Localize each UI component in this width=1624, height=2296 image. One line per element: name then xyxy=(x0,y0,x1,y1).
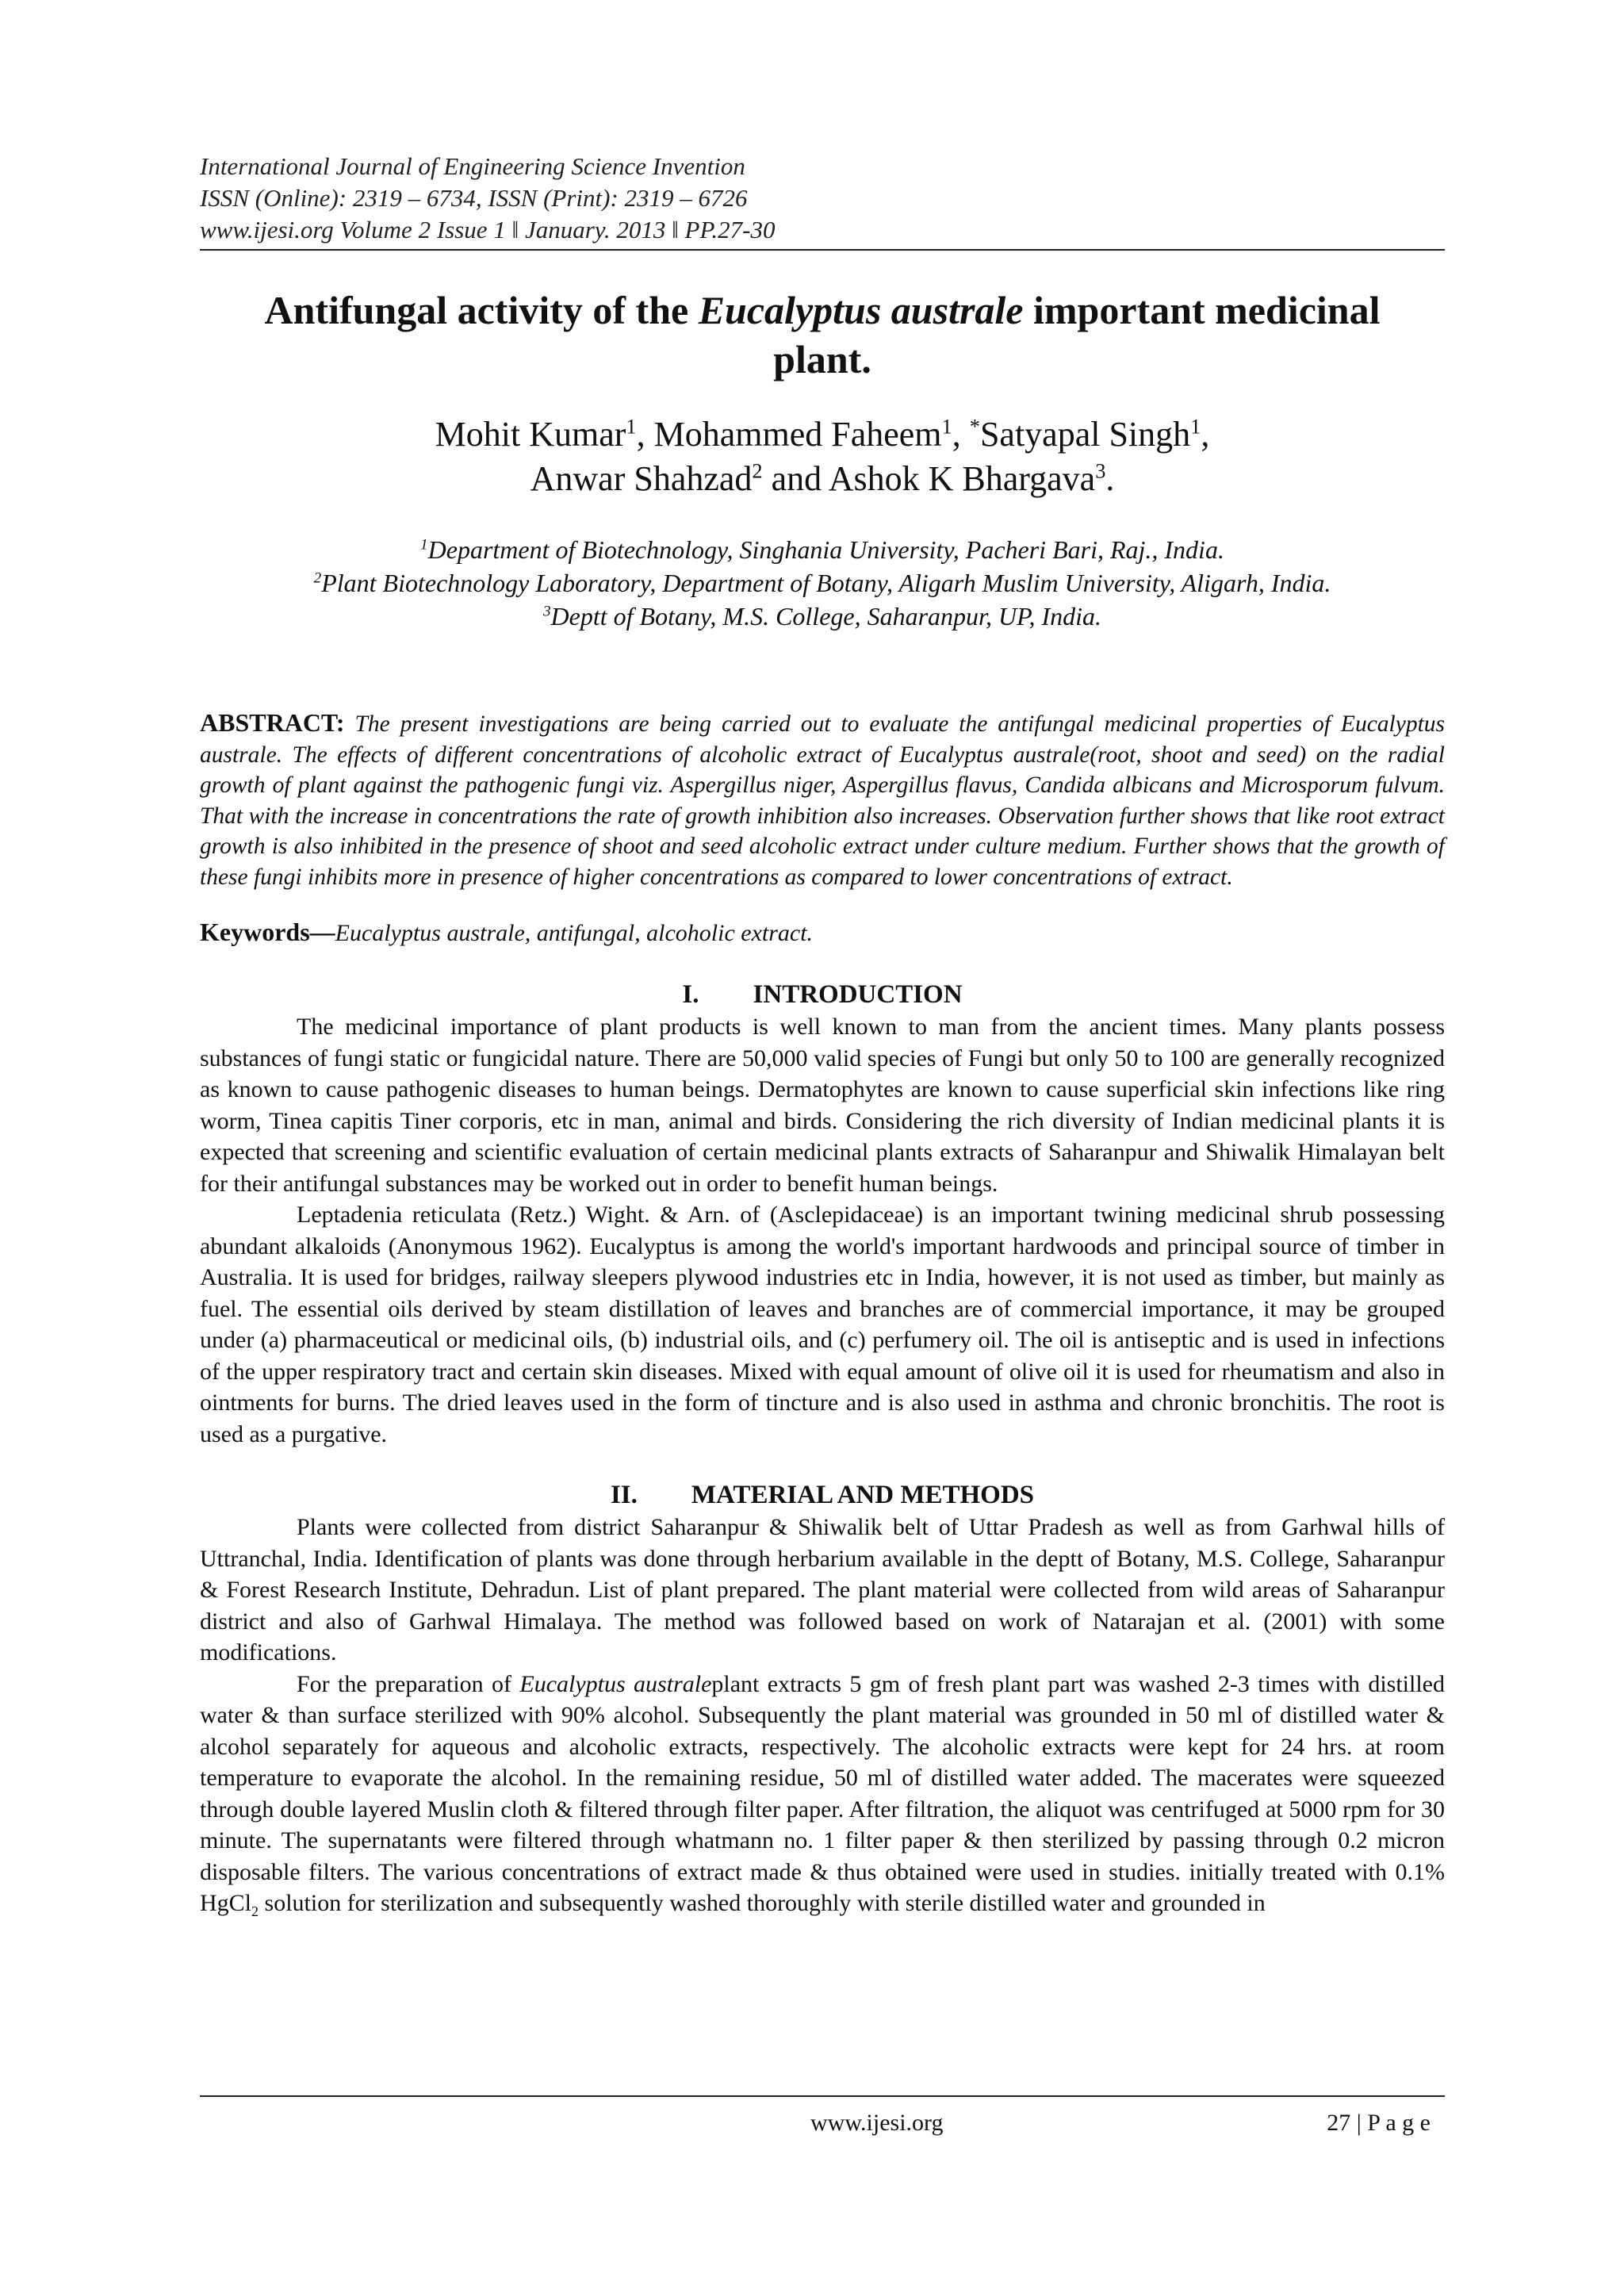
author-and: and xyxy=(762,459,829,498)
corresponding-author-star: * xyxy=(969,414,980,439)
footer-site: www.ijesi.org xyxy=(810,2110,944,2136)
affiliation-2 xyxy=(200,566,1445,600)
keywords-text: Eucalyptus australe, antifungal, alcoholic extract. xyxy=(335,920,814,946)
author-ashok-bhargava: Ashok K Bhargava xyxy=(828,459,1096,498)
author-anwar-shahzad: Anwar Shahzad xyxy=(530,459,753,498)
affiliation-3 xyxy=(200,600,1445,633)
abstract xyxy=(200,707,1445,892)
affiliation-text: Deptt of Botany, M.S. College, Saharanpur, UP, India. xyxy=(550,602,1102,631)
affiliation-sup: 3 xyxy=(542,603,551,620)
paper-page xyxy=(200,151,1445,1919)
author-line-2 xyxy=(200,457,1445,501)
keywords-label: Keywords— xyxy=(200,918,335,946)
methods-paragraph-1: Plants were collected from district Saharanpur & Shiwalik belt of Uttar Pradesh as well as from Garhwal hills of Uttranchal, India. Identification of plants was done through herbarium available in the deptt of Botany, M.S. College, Saharanpur & Forest Research Institute, Dehradun. List of plant prepared. The plant material were collected from wild areas of Saharanpur district and also of Garhwal Himalaya. The method was followed based on work of Natarajan et al. (2001) with some modifications. xyxy=(200,1514,1445,1665)
author-list xyxy=(200,412,1445,501)
abstract-text: The present investigations are being carried out to evaluate the antifungal medicinal properties of Eucalyptus australe. The effects of different concentrations of alcoholic extract of Eucalyptus australe(root, shoot and seed) on the radial growth of plant against the pathogenic fungi viz. Aspergillus niger, Aspergillus flavus, Candida albicans and Microsporum fulvum. That with the increase in concentrations the rate of growth inhibition also increases. Observation further shows that like root extract growth is also inhibited in the presence of shoot and seed alcoholic extract under culture medium. Further shows that the growth of these fungi inhibits more in presence of higher concentrations as compared to lower concentrations of extract. xyxy=(200,711,1445,890)
author-affil-sup: 1 xyxy=(1190,414,1201,439)
section-title: INTRODUCTION xyxy=(753,980,963,1009)
header-rule xyxy=(200,249,1445,251)
affiliation-sup: 1 xyxy=(420,536,428,554)
author-separator: , xyxy=(636,415,654,454)
affiliation-1 xyxy=(200,533,1445,566)
author-affil-sup: 1 xyxy=(941,414,952,439)
section-title: MATERIAL AND METHODS xyxy=(691,1481,1035,1509)
author-affil-sup: 1 xyxy=(626,414,637,439)
methods-p2-lead: For the preparation of xyxy=(297,1670,520,1697)
author-end: . xyxy=(1105,459,1115,498)
keywords xyxy=(200,916,1445,949)
intro-paragraph-2: Leptadenia reticulata (Retz.) Wight. & Arn. of (Asclepidaceae) is an important twining medicinal shrub possessing abundant alkaloids (Anonymous 1962). Eucalyptus is among the world's important hardwoods and principal source of timber in Australia. It is used for bridges, railway sleepers plywood industries etc in India, however, it is not used as timber, but mainly as fuel. The essential oils derived by steam distillation of leaves and branches are of commercial importance, it may be grouped under (a) pharmaceutical or medicinal oils, (b) industrial oils, and (c) perfumery oil. The oil is antiseptic and is used in infections of the upper respiratory tract and certain skin diseases. Mixed with equal amount of olive oil it is used for rheumatism and also in ointments for burns. The dried leaves used in the form of tincture and is also used in asthma and chronic bronchitis. The root is used as a purgative. xyxy=(200,1202,1445,1447)
journal-name: International Journal of Engineering Science Invention xyxy=(200,152,745,180)
page-footer xyxy=(200,2095,1445,2136)
section-number: I. xyxy=(682,980,699,1009)
methods-p2-subscript: 2 xyxy=(251,1903,259,1919)
author-affil-sup: 2 xyxy=(752,458,763,483)
methods-p2-species: Eucalyptus australe xyxy=(519,1670,712,1697)
paper-title xyxy=(224,286,1421,384)
methods-paragraph-2 xyxy=(200,1669,1445,1919)
affiliation-text: Department of Biotechnology, Singhania University, Pacheri Bari, Raj., India. xyxy=(427,535,1224,564)
affiliations xyxy=(200,533,1445,633)
title-species: Eucalyptus australe xyxy=(698,288,1024,332)
intro-paragraph-1: The medicinal importance of plant products is well known to man from the ancient times. Many plants possess substances of fungi static or fungicidal nature. There are 50,000 valid species of Fungi but only 50 to 100 are generally recognized as known to cause pathogenic diseases to human beings. Dermatophytes are known to cause superficial skin infections like ring worm, Tinea capitis Tiner corporis, etc in man, animal and birds. Considering the rich diversity of Indian medicinal plants it is expected that screening and scientific evaluation of certain medicinal plants extracts of Saharanpur and Shiwalik Himalayan belt for their antifungal substances may be worked out in order to benefit human beings. xyxy=(200,1014,1445,1197)
journal-issn: ISSN (Online): 2319 – 6734, ISSN (Print): 2319 – 6726 xyxy=(200,184,748,212)
title-part-2: important medicinal plant. xyxy=(773,288,1381,381)
journal-header xyxy=(200,151,1445,246)
author-mohit-kumar: Mohit Kumar xyxy=(435,415,626,454)
title-part-1: Antifungal activity of the xyxy=(264,288,699,332)
methods-p2-main: plant extracts 5 gm of fresh plant part was washed 2-3 times with distilled water & than surface sterilized with 90% alcohol. Subsequently the plant material was grounded in 50 ml of distilled water & alcohol separately for aqueous and alcoholic extracts, respectively. The alcoholic extracts were kept for 24 hrs. at room temperature to evaporate the alcohol. In the remaining residue, 50 ml of distilled water added. The macerates were squeezed through double layered Muslin cloth & filtered through filter paper. After filtration, the aliquot was centrifuged at 5000 rpm for 30 minute. The supernatants were filtered through whatmann no. 1 filter paper & then sterilized by passing through 0.2 micron disposable filters. The various concentrations of extract made & thus obtained were used in studies. initially treated with 0.1% HgCl xyxy=(200,1670,1445,1916)
footer-rule xyxy=(200,2095,1445,2097)
abstract-label: ABSTRACT: xyxy=(200,708,345,737)
journal-volume-line: www.ijesi.org Volume 2 Issue 1 ǁ January. 2013 ǁ PP.27-30 xyxy=(200,216,776,243)
section-heading-introduction xyxy=(200,978,1445,1011)
author-separator: , xyxy=(1201,415,1210,454)
methods-p2-tail: solution for sterilization and subsequently washed thoroughly with sterile distilled water and grounded in xyxy=(259,1890,1266,1916)
author-separator: , xyxy=(952,415,970,454)
affiliation-sup: 2 xyxy=(313,569,322,587)
affiliation-text: Plant Biotechnology Laboratory, Department of Botany, Aligarh Muslim University, Aligarh, India. xyxy=(321,569,1331,597)
author-line-1 xyxy=(200,412,1445,457)
section-number: II. xyxy=(610,1481,638,1509)
author-affil-sup: 3 xyxy=(1095,458,1106,483)
section-heading-methods xyxy=(200,1478,1445,1512)
author-mohammed-faheem: Mohammed Faheem xyxy=(653,415,942,454)
author-satyapal-singh: Satyapal Singh xyxy=(979,415,1191,454)
footer-page-number: 27 | P a g e xyxy=(1327,2110,1431,2136)
